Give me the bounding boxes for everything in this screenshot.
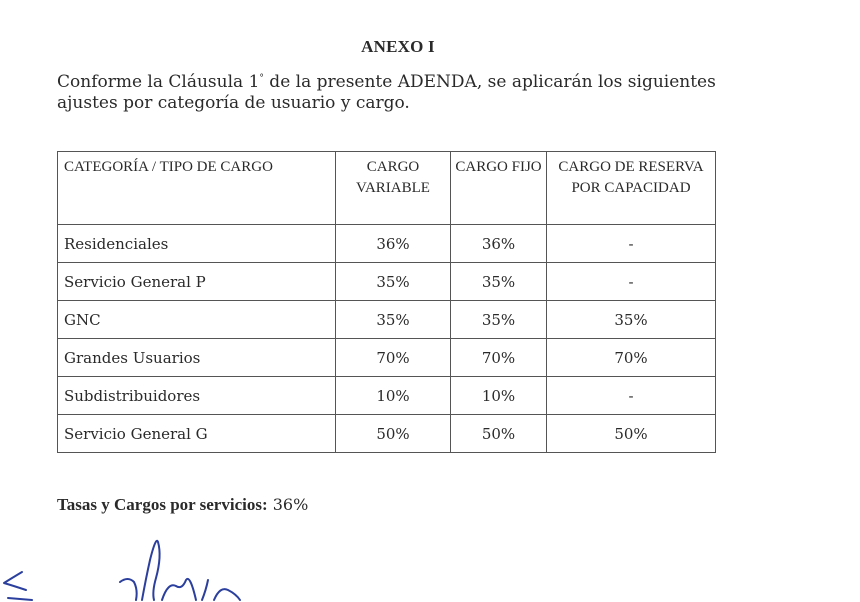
row-fixed-value: 70%	[451, 339, 547, 377]
table-row	[58, 225, 716, 263]
table-row	[58, 377, 716, 415]
table-header-row	[58, 152, 716, 225]
table-row	[58, 263, 716, 301]
handwritten-signature	[0, 520, 300, 602]
row-variable-value: 70%	[336, 339, 451, 377]
intro-text-start: Conforme la Cláusula 1	[57, 72, 260, 92]
row-fixed-value: 35%	[451, 263, 547, 301]
row-variable-value: 35%	[336, 263, 451, 301]
row-category: Servicio General G	[58, 415, 336, 453]
service-fees-label: Tasas y Cargos por servicios:	[57, 495, 268, 514]
row-fixed-value: 10%	[451, 377, 547, 415]
row-variable-value: 10%	[336, 377, 451, 415]
row-variable-value: 36%	[336, 225, 451, 263]
table-row	[58, 415, 716, 453]
intro-superscript: °	[259, 73, 264, 84]
row-category: Grandes Usuarios	[58, 339, 336, 377]
adjustments-table	[57, 151, 716, 453]
row-category: Residenciales	[58, 225, 336, 263]
row-fixed-value: 50%	[451, 415, 547, 453]
row-category: Subdistribuidores	[58, 377, 336, 415]
row-capacity-value: 35%	[547, 301, 716, 339]
row-capacity-value: -	[547, 263, 716, 301]
intro-text-end: de la presente ADENDA, se aplicarán los siguientes ajustes por categoría de usuario y cargo.	[57, 72, 716, 113]
intro-paragraph	[57, 72, 757, 114]
row-capacity-value: 50%	[547, 415, 716, 453]
service-fees-line	[57, 495, 308, 515]
service-fees-value: 36%	[267, 495, 309, 514]
table-row	[58, 301, 716, 339]
row-capacity-value: 70%	[547, 339, 716, 377]
header-fixed-charge: CARGO FIJO	[451, 152, 547, 225]
row-fixed-value: 36%	[451, 225, 547, 263]
row-fixed-value: 35%	[451, 301, 547, 339]
header-variable-charge: CARGO VARIABLE	[336, 152, 451, 225]
table-row	[58, 339, 716, 377]
row-capacity-value: -	[547, 225, 716, 263]
row-variable-value: 35%	[336, 301, 451, 339]
header-capacity-reserve-charge: CARGO DE RESERVA POR CAPACIDAD	[547, 152, 716, 225]
annex-title: ANEXO I	[361, 37, 435, 56]
row-variable-value: 50%	[336, 415, 451, 453]
row-category: Servicio General P	[58, 263, 336, 301]
row-category: GNC	[58, 301, 336, 339]
row-capacity-value: -	[547, 377, 716, 415]
header-category: CATEGORÍA / TIPO DE CARGO	[58, 152, 336, 225]
